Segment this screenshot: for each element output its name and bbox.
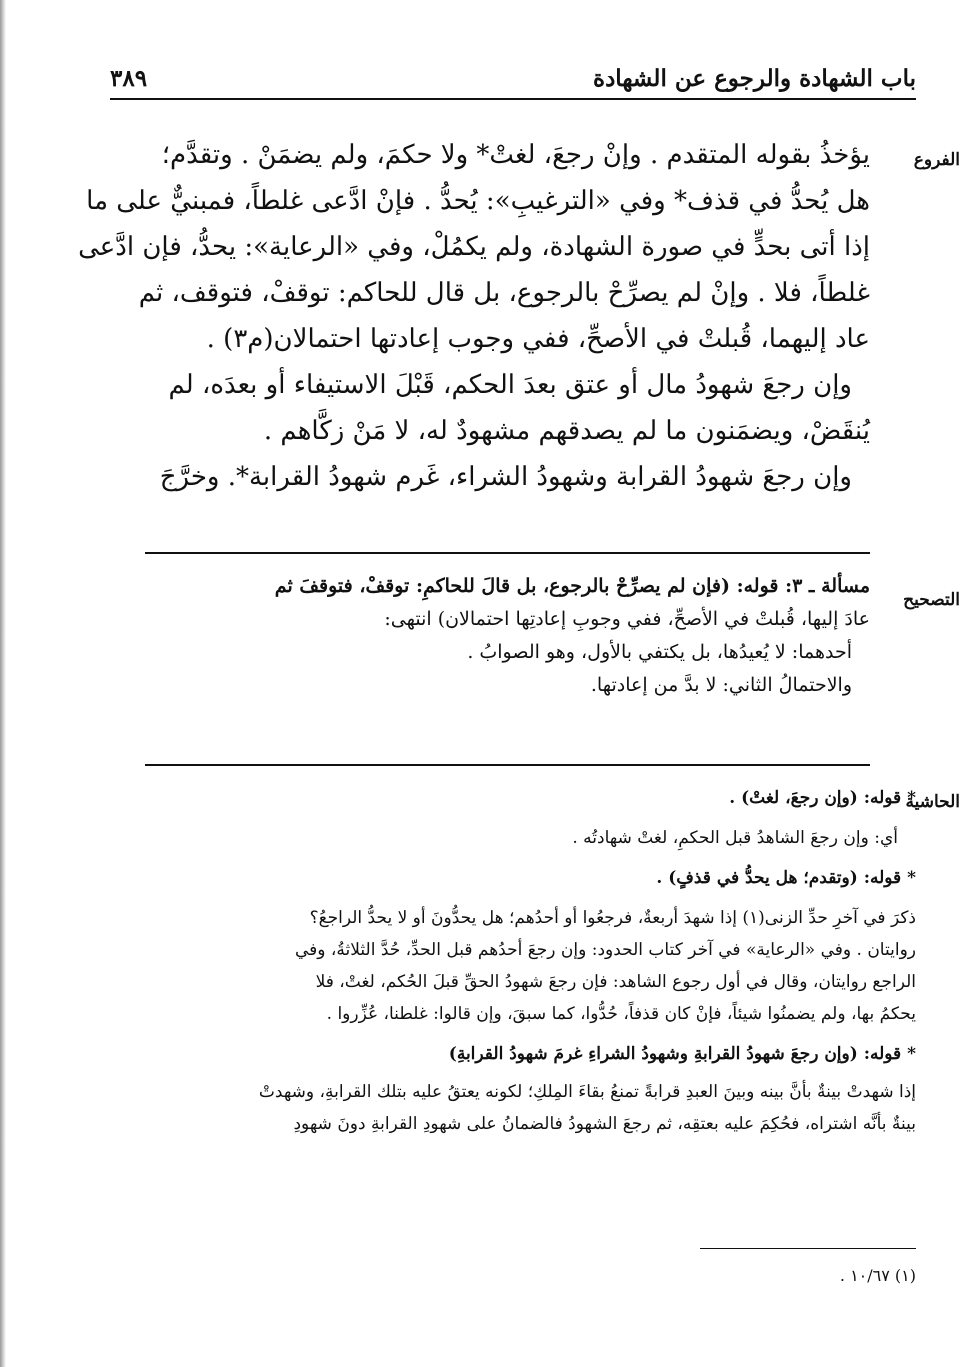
- tashih-line: مسألة ـ ٣: قوله: (فإن لم يصرِّحْ بالرجوع، بل قالَ للحاكمِ: توقفْ، فتوقفَ ثم: [274, 575, 870, 597]
- main-line: إذا أتى بحدٍّ في صورة الشهادة، ولم يكمُلْ، وفي «الرعاية»: يحدُّ، فإن ادَّعى: [78, 232, 870, 262]
- page-header: [110, 58, 916, 98]
- main-line: وإن رجعَ شهودُ مال أو عتق بعدَ الحكم، قَبْلَ الاستيفاء أو بعدَه، لم: [168, 370, 852, 400]
- hashiya-line: إذا شهدتْ بينةٌ بأنَّ بينه وبينَ العبدِ قرابةً تمنعُ بقاءَ المِلكِ؛ لكونه يعتقُ عليه بتلك القرابةِ، وشهدتْ: [258, 1082, 916, 1102]
- main-line: يؤخذُ بقوله المتقدم . وإنْ رجعَ، لغتْ* ولا حكمَ، ولم يضمَنْ . وتقدَّم؛: [161, 140, 870, 170]
- tashih-line: والاحتمالُ الثاني: لا بدَّ من إعادتها.: [590, 674, 852, 696]
- page-number: ٣٨٩: [110, 64, 148, 92]
- hashiya-line: الراجع روايتان، وقال في أول رجوع الشاهد: فإن رجعَ شهودُ الحقِّ قبلَ الحُكم، لغتْ، فلا: [315, 972, 916, 992]
- main-text: [78, 132, 870, 500]
- hashiya-line: ذكرَ في آخرِ حدِّ الزنى(١) إذا شهدَ أربعةٌ، فرجعُوا أو أحدُهم؛ هل يحدُّونَ أو لا يحدُّ الراجعُ؟: [309, 908, 916, 928]
- hashiya-heading: * قوله: (وتقدم؛ هل يحدُّ في قذفٍ) .: [656, 868, 916, 888]
- tashih-line: أحدهما: لا يُعيدُها، بل يكتفي بالأول، وهو الصوابُ .: [467, 641, 852, 663]
- main-line: وإن رجعَ شهودُ القرابة وشهودُ الشراء، غَرم شهودُ القرابة*. وخرَّجَ: [159, 462, 852, 492]
- page-edge-shadow: [0, 0, 6, 1367]
- hashiya-line: روايتان . وفي «الرعاية» في آخر كتاب الحدود: وإن رجعَ أحدُهم قبل الحدِّ، حُدَّ الثلاثةُ، وفي: [295, 940, 916, 960]
- hashiya-heading: * قوله: (وإن رجعَ شهودُ القرابةِ وشهودُ الشراءِ غرمَ شهودُ القرابةِ): [448, 1044, 916, 1064]
- hashiya-heading: * قوله: (وإن رجعَ، لغتْ) .: [729, 788, 916, 808]
- running-title: باب الشهادة والرجوع عن الشهادة: [593, 64, 916, 92]
- tashih-section-rule: [145, 764, 870, 766]
- header-rule: [110, 98, 916, 100]
- main-section-rule: [145, 552, 870, 554]
- hashiya-line: بينةٌ بأنَّه اشتراه، فحُكِمَ عليه بعتقِه، ثم رجعَ الشهودُ فالضمانُ على شهودِ القرابةِ دونَ شهودِ: [293, 1114, 916, 1134]
- section-label-furu: الفروع: [913, 150, 960, 170]
- footnote: (١) ١٠/٦٧ .: [839, 1266, 916, 1285]
- tashih-text: [235, 570, 870, 702]
- main-line: هل يُحدُّ في قذف* وفي «الترغيبِ»: يُحدُّ . فإنْ ادَّعى غلطاً، فمبنيٌّ على ما: [86, 186, 870, 216]
- hashiya-text: [170, 782, 916, 1140]
- hashiya-line: يحكمُ بها، ولم يضمنُوا شيئاً، فإنْ كان قذفاً، حُدُّوا، كما سبقَ، وإن قالوا: غلطنا، عُزِّروا .: [326, 1004, 916, 1024]
- footnote-rule: [700, 1248, 916, 1249]
- main-line: يُنقَضْ، ويضمَنون ما لم يصدقهم مشهودٌ له، لا مَنْ زكَّاهم .: [263, 416, 870, 446]
- main-line: عاد إليهما، قُبلتْ في الأصحِّ، ففي وجوب إعادتها احتمالان(م٣) .: [206, 324, 870, 354]
- main-line: غلطاً، فلا . وإنْ لم يصرِّحْ بالرجوع، بل قال للحاكم: توقفْ، فتوقف، ثم: [138, 278, 870, 308]
- section-label-hashiya: الحاشية: [905, 792, 960, 812]
- tashih-line: عادَ إليها، قُبلتْ في الأصحِّ، ففي وجوبِ إعادتِها احتمالان) انتهى:: [384, 608, 870, 630]
- hashiya-line: أي: وإن رجعَ الشاهدُ قبل الحكمِ، لغتْ شهادتُه .: [572, 828, 898, 848]
- section-label-tashih: التصحيح: [903, 590, 960, 610]
